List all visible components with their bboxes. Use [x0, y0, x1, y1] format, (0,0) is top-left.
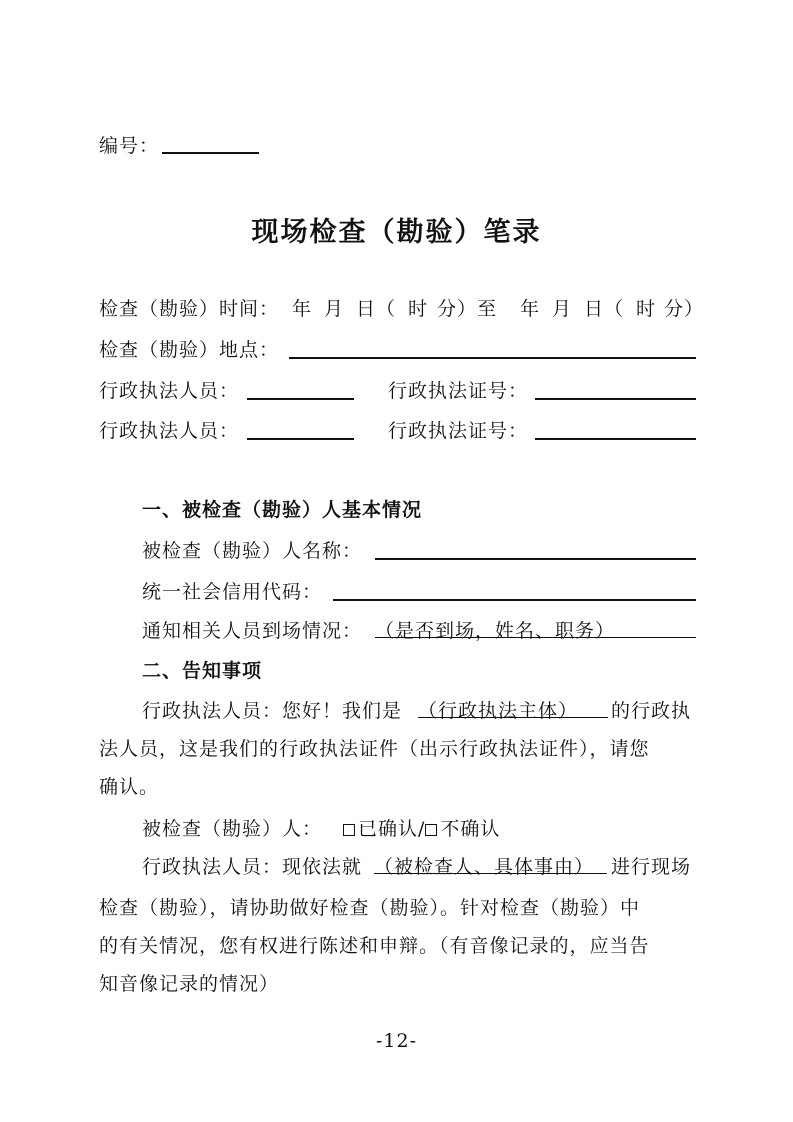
- cert-label-2: 行政执法证号：: [388, 420, 529, 442]
- credit-code-field[interactable]: [333, 599, 696, 601]
- cert-label-1: 行政执法证号：: [388, 380, 529, 402]
- notice-p2-matter: （被检查人、具体事由）: [374, 856, 595, 878]
- page-number: -12-: [375, 1030, 418, 1052]
- cert-field-1[interactable]: [535, 398, 696, 400]
- notice-p1-line2: 法人员，这是我们的行政执法证件（出示行政执法证件），请您: [99, 738, 650, 760]
- page-title: 现场检查（勘验）笔录: [251, 217, 542, 248]
- notice-p2-line2: 检查（勘验），请协助做好检查（勘验）。针对检查（勘验）中: [99, 897, 641, 919]
- document-number-label: 编号：: [99, 135, 160, 157]
- confirm-no-label: 不确认: [440, 818, 501, 840]
- time-seg-year-2: 年: [520, 298, 541, 320]
- time-seg-year-1: 年: [292, 298, 313, 320]
- notify-field[interactable]: [375, 637, 696, 638]
- credit-code-label: 统一社会信用代码：: [142, 581, 323, 603]
- subject-name-label: 被检查（勘验）人名称：: [142, 540, 363, 562]
- time-seg-day-1: 日（: [356, 298, 397, 320]
- notice-p2-suffix: 进行现场: [611, 856, 692, 878]
- notice-p2-line3: 的有关情况，您有权进行陈述和申辩。（有音像记录的，应当告: [99, 935, 650, 957]
- officer-field-2[interactable]: [247, 438, 354, 440]
- time-seg-month-1: 月: [324, 298, 345, 320]
- notify-label: 通知相关人员到场情况：: [142, 620, 363, 642]
- time-seg-minute-1: 分）至: [437, 298, 498, 320]
- notice-p1-line3: 确认。: [99, 776, 160, 798]
- subject-name-field[interactable]: [375, 558, 696, 560]
- notice-p2-prefix: 行政执法人员：现依法就: [142, 856, 363, 878]
- officer-field-1[interactable]: [247, 398, 354, 400]
- confirm-no-checkbox[interactable]: [425, 824, 437, 836]
- time-label: 检查（勘验）时间：: [99, 298, 280, 320]
- notice-p2-matter-line: [374, 873, 607, 874]
- officer-label-1: 行政执法人员：: [99, 380, 240, 402]
- place-field[interactable]: [289, 357, 696, 359]
- time-seg-hour-2: 时: [636, 298, 657, 320]
- time-seg-hour-1: 时: [408, 298, 429, 320]
- section2-heading: 二、告知事项: [142, 660, 263, 682]
- confirm-options: [343, 818, 500, 840]
- notify-hint: （是否到场，姓名、职务）: [375, 620, 616, 642]
- document-number-field[interactable]: [162, 152, 259, 154]
- officer-label-2: 行政执法人员：: [99, 420, 240, 442]
- notice-p1-subject: （行政执法主体）: [418, 700, 579, 722]
- notice-p1-subject-line: [418, 717, 608, 718]
- cert-field-2[interactable]: [535, 438, 696, 440]
- time-seg-minute-2: 分）: [664, 298, 705, 320]
- confirm-label: 被检查（勘验）人：: [142, 818, 323, 840]
- confirm-yes-label: 已确认/: [358, 818, 426, 840]
- time-seg-day-2: 日（: [584, 298, 625, 320]
- notice-p1-prefix: 行政执法人员：您好！我们是: [142, 700, 403, 722]
- time-seg-month-2: 月: [552, 298, 573, 320]
- place-label: 检查（勘验）地点：: [99, 339, 280, 361]
- notice-p1-suffix: 的行政执: [611, 700, 692, 722]
- notice-p2-line4: 知音像记录的情况）: [99, 973, 280, 995]
- confirm-yes-checkbox[interactable]: [343, 824, 355, 836]
- section1-heading: 一、被检查（勘验）人基本情况: [142, 499, 423, 521]
